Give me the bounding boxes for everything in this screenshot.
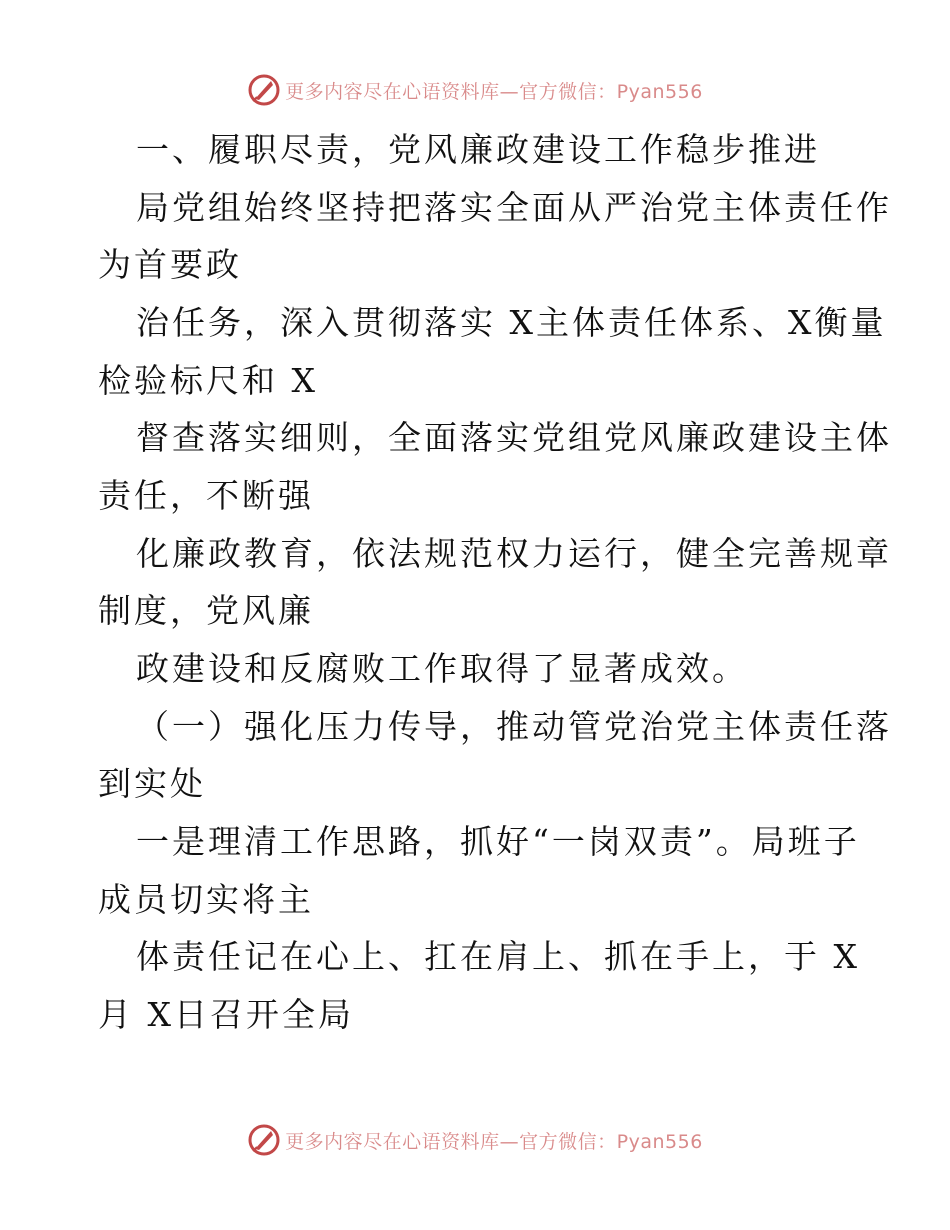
header-banner-text: 更多内容尽在心语资料库—官方微信：Pyan556 (285, 80, 703, 103)
subsection-heading: （一）强化压力传导，推动管党治党主体责任落 (136, 707, 892, 746)
subsection-heading-continuation: 到实处 (98, 764, 206, 803)
paragraph-line: 局党组始终坚持把落实全面从严治党主体责任作 (136, 188, 892, 227)
paragraph-line: 月 X日召开全局 (98, 995, 354, 1034)
header-banner (0, 70, 950, 110)
feather-pen-logo-icon (247, 1123, 281, 1157)
paragraph-line: 体责任记在心上、扛在肩上、抓在手上，于 X (136, 937, 860, 976)
footer-banner (0, 1120, 950, 1160)
paragraph-line: 责任，不断强 (98, 476, 314, 515)
paragraph-line: 化廉政教育，依法规范权力运行，健全完善规章 (136, 534, 892, 573)
paragraph-line: 政建设和反腐败工作取得了显著成效。 (136, 649, 748, 688)
paragraph-line: 成员切实将主 (98, 880, 314, 919)
paragraph-line: 为首要政 (98, 245, 242, 284)
footer-banner-text: 更多内容尽在心语资料库—官方微信：Pyan556 (285, 1130, 703, 1153)
paragraph-line: 一是理清工作思路，抓好“一岗双责”。局班子 (136, 822, 860, 861)
paragraph-line: 督查落实细则，全面落实党组党风廉政建设主体 (136, 418, 892, 457)
paragraph-line: 治任务，深入贯彻落实 X主体责任体系、X衡量 (136, 303, 887, 342)
paragraph-line: 制度，党风廉 (98, 591, 314, 630)
section-heading: 一、履职尽责，党风廉政建设工作稳步推进 (136, 130, 820, 169)
paragraph-line: 检验标尺和 X (98, 361, 318, 400)
feather-pen-logo-icon (247, 73, 281, 107)
